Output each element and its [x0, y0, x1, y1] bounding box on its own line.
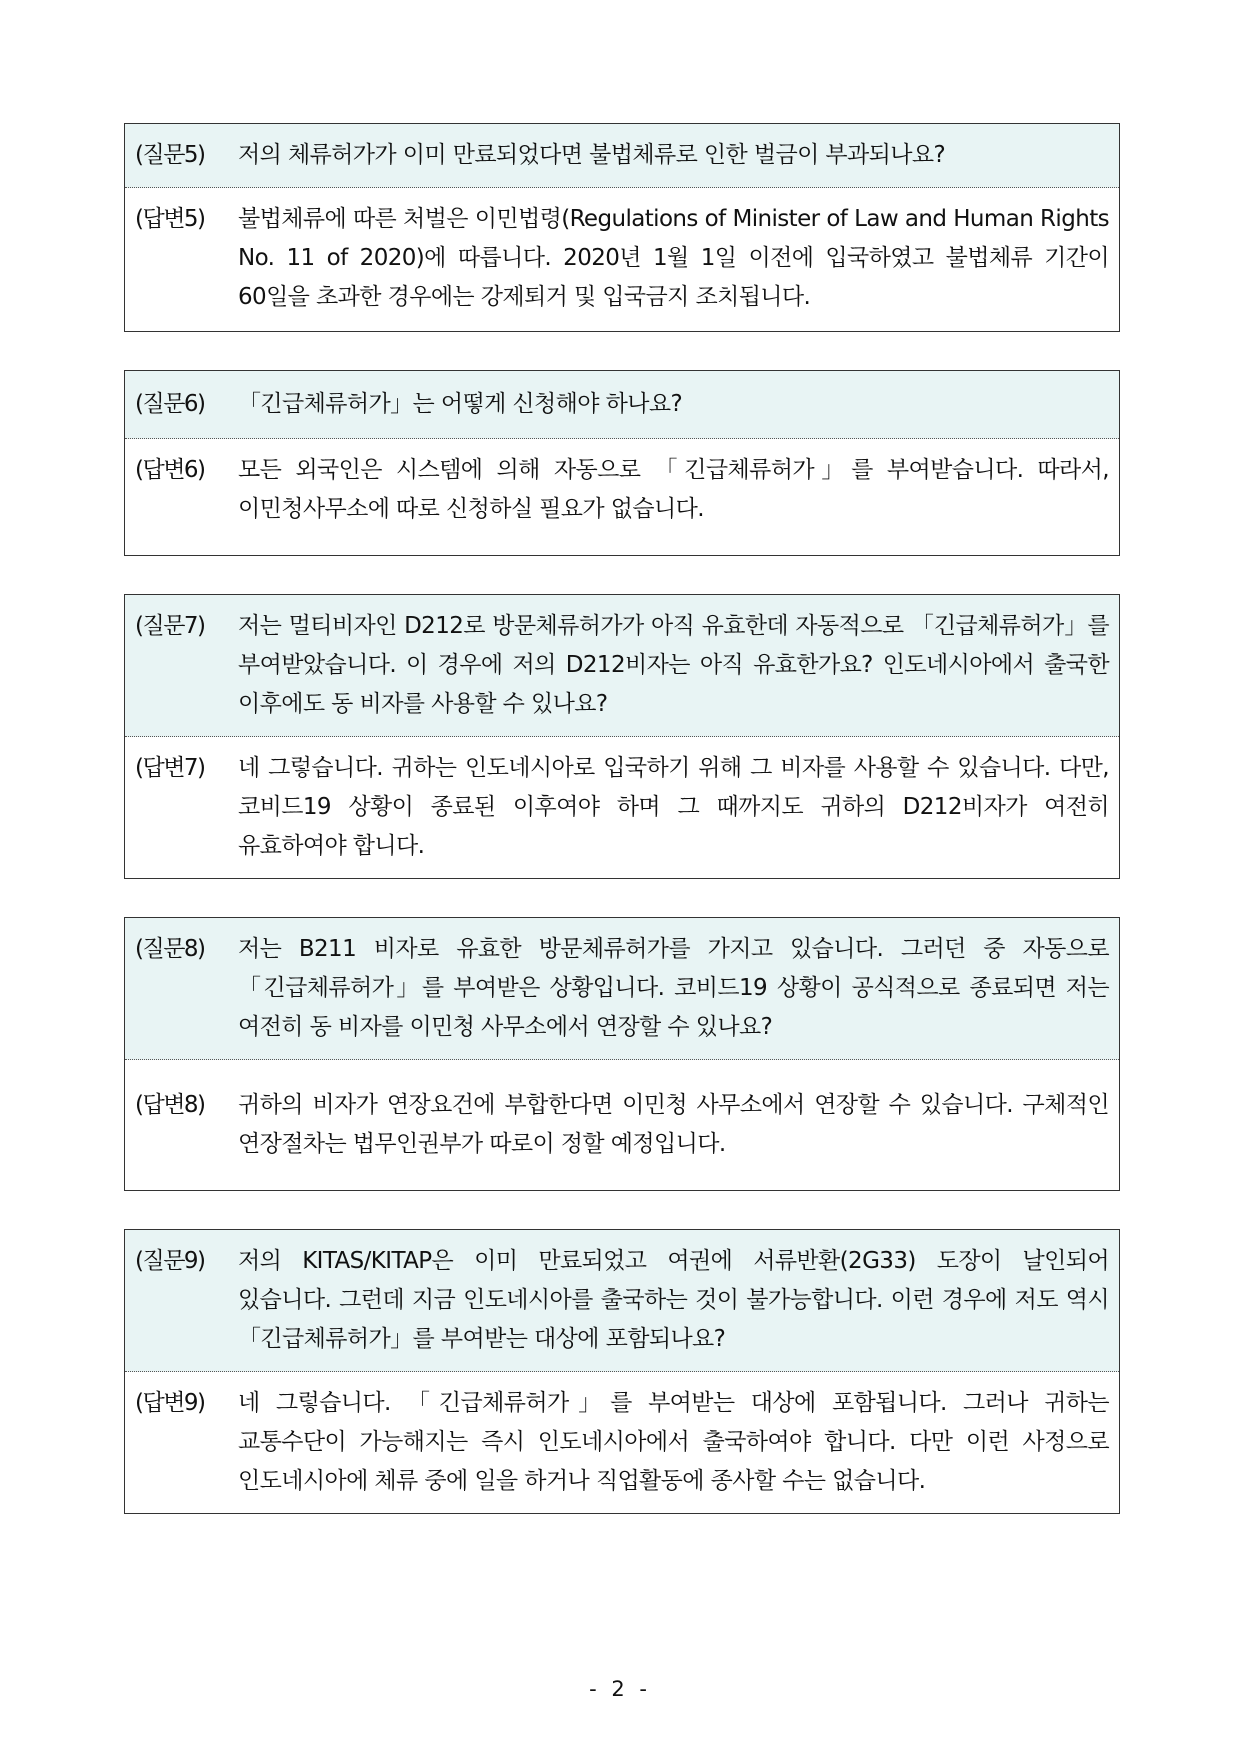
question-row — [125, 595, 1119, 737]
question-label: (질문5) — [135, 142, 205, 168]
answer-text: 불법체류에 따른 처벌은 이민법령(Regulations of Minister of Law and Human Rights No. 11 of 2020)에 따릅니다. 2020년 1월 1일 이전에 입국하였고 불법체류 기간이 60일을 초과한 경우에는 강제퇴거 및 입국금지 조치됩니다. — [238, 206, 1109, 310]
answer-label: (답변9) — [135, 1390, 205, 1416]
qa-item-8 — [124, 917, 1120, 1191]
question-row — [125, 371, 1119, 439]
question-label: (질문6) — [135, 391, 205, 417]
answer-row — [125, 439, 1119, 555]
question-text: 저는 멀티비자인 D212로 방문체류허가가 아직 유효한데 자동적으로 「긴급체류허가」를 부여받았습니다. 이 경우에 저의 D212비자는 아직 유효한가요? 인도네시아에서 출국한 이후에도 동 비자를 사용할 수 있나요? — [238, 613, 1109, 717]
qa-item-5 — [124, 123, 1120, 332]
answer-row — [125, 1372, 1119, 1513]
question-text: 「긴급체류허가」는 어떻게 신청해야 하나요? — [238, 391, 683, 417]
question-text: 저의 KITAS/KITAP은 이미 만료되었고 여권에 서류반환(2G33) 도장이 날인되어 있습니다. 그런데 지금 인도네시아를 출국하는 것이 불가능합니다. 이런 경우에 저도 역시 「긴급체류허가」를 부여받는 대상에 포함되나요? — [238, 1248, 1109, 1352]
qa-item-6 — [124, 370, 1120, 556]
question-row — [125, 124, 1119, 188]
question-text: 저의 체류허가가 이미 만료되었다면 불법체류로 인한 벌금이 부과되나요? — [238, 142, 946, 168]
qa-item-9 — [124, 1229, 1120, 1514]
answer-label: (답변6) — [135, 457, 205, 483]
answer-text: 네 그렇습니다. 「긴급체류허가」를 부여받는 대상에 포함됩니다. 그러나 귀하는 교통수단이 가능해지는 즉시 인도네시아에서 출국하여야 합니다. 다만 이런 사정으로 인도네시아에 체류 중에 일을 하거나 직업활동에 종사할 수는 없습니다. — [238, 1390, 1109, 1494]
question-row — [125, 918, 1119, 1060]
question-text: 저는 B211 비자로 유효한 방문체류허가를 가지고 있습니다. 그러던 중 자동으로 「긴급체류허가」를 부여받은 상황입니다. 코비드19 상황이 공식적으로 종료되면 저는 여전히 동 비자를 이민청 사무소에서 연장할 수 있나요? — [238, 936, 1109, 1040]
answer-text: 모든 외국인은 시스템에 의해 자동으로 「긴급체류허가」를 부여받습니다. 따라서, 이민청사무소에 따로 신청하실 필요가 없습니다. — [238, 457, 1109, 522]
qa-list — [124, 123, 1120, 1552]
question-label: (질문9) — [135, 1248, 205, 1274]
question-label: (질문8) — [135, 936, 205, 962]
answer-label: (답변8) — [135, 1092, 205, 1118]
answer-row — [125, 1060, 1119, 1190]
qa-item-7 — [124, 594, 1120, 879]
answer-label: (답변5) — [135, 206, 205, 232]
question-label: (질문7) — [135, 613, 205, 639]
page-number: - 2 - — [589, 1677, 651, 1701]
answer-row — [125, 737, 1119, 878]
answer-text: 귀하의 비자가 연장요건에 부합한다면 이민청 사무소에서 연장할 수 있습니다. 구체적인 연장절차는 법무인권부가 따로이 정할 예정입니다. — [238, 1092, 1109, 1157]
answer-label: (답변7) — [135, 755, 205, 781]
question-row — [125, 1230, 1119, 1372]
answer-row — [125, 188, 1119, 331]
answer-text: 네 그렇습니다. 귀하는 인도네시아로 입국하기 위해 그 비자를 사용할 수 있습니다. 다만, 코비드19 상황이 종료된 이후여야 하며 그 때까지도 귀하의 D212비자가 여전히 유효하여야 합니다. — [238, 755, 1109, 859]
